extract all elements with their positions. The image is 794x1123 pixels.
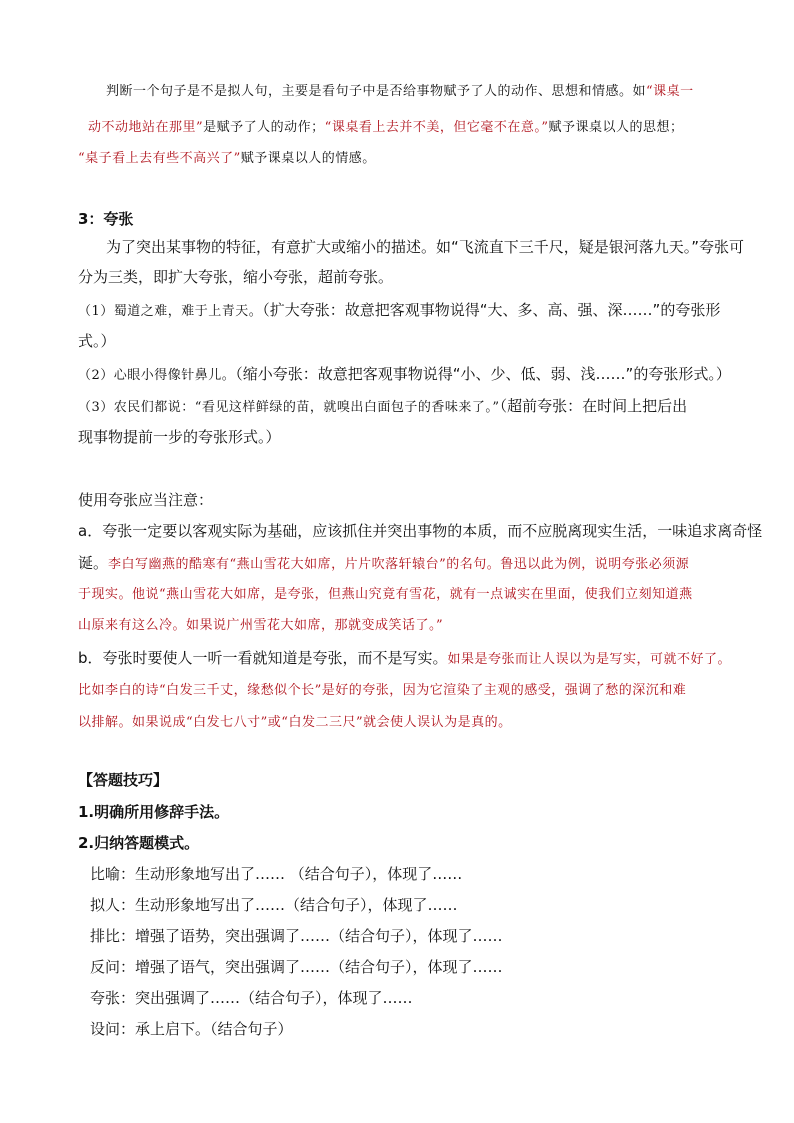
intro-quote-action: 动不动地站在那里” [88,120,204,135]
kuazhang-example-3-cont: 现事物提前一步的夸张形式。） [78,428,281,446]
kuazhang-example-3 [78,396,687,418]
example-1-note: （扩大夸张：故意把客观事物说得“大、多、高、强、深……”的夸张形 [262,301,721,319]
kuazhang-definition-line-2: 分为三类，即扩大夸张，缩小夸张，超前夸张。 [78,268,394,286]
example-2-note: （缩小夸张：故意把客观事物说得“小、少、低、弱、浅……”的夸张形式。） [235,365,731,383]
attention-a-line-3: 于现实。他说“燕山雪花大如席，是夸张，但燕山究竟有雪花，就有一点诚实在里面，使我们立刻知道燕 [78,587,693,602]
pattern-metaphor: 比喻：生动形象地写出了…… （结合句子），体现了…… [90,865,463,883]
attention-a-line-4: 山原来有这么冷。如果说广州雪花大如席，那就变成笑话了。” [78,618,444,633]
example-2-sentence: （2）心眼小得像针鼻儿。 [78,368,236,383]
attention-a-line-2 [78,553,689,575]
attention-b-line-3: 以排解。如果说成“白发七八寸”或“白发二三尺”就会使人误认为是真的。 [78,715,512,730]
example-3-sentence: （3）农民们都说：“看见这样鲜绿的苗，就嗅出白面包子的香味来了。” [78,400,500,415]
pattern-hyperbole: 夸张：突出强调了……（结合句子），体现了…… [90,989,413,1007]
intro-text-action: 是赋予了人的动作； [203,120,325,135]
intro-line-2 [88,118,683,138]
tips-item-1: 1.明确所用修辞手法。 [78,803,230,821]
intro-line-1-quote: “课桌一 [646,84,694,99]
attention-heading: 使用夸张应当注意： [78,491,214,509]
pattern-parallelism: 排比：增强了语势，突出强调了……（结合句子），体现了…… [90,927,503,945]
attention-b-line-1 [78,648,731,670]
intro-line-1 [106,82,694,102]
example-1-sentence: （1）蜀道之难，难于上青天。 [78,304,263,319]
intro-quote-emotion: “桌子看上去有些不高兴了” [78,151,241,166]
example-3-note: （超前夸张：在时间上把后出 [499,397,688,415]
attention-b-line-1-quote: 如果是夸张而让人误以为是写实，可就不好了。 [447,652,732,667]
intro-text-emotion: 赋予课桌以人的情感。 [240,151,376,166]
attention-a-line-1: a．夸张一定要以客观实际为基础，应该抓住并突出事物的本质，而不应脱离现实生活，一味追求离奇怪 [78,522,763,540]
tips-heading: 【答题技巧】 [78,771,169,789]
attention-b-line-1-text: b．夸张时要使人一听一看就知道是夸张，而不是写实。 [78,649,448,667]
kuazhang-example-1 [78,300,720,322]
kuazhang-definition-line-1: 为了突出某事物的特征，有意扩大或缩小的描述。如“飞流直下三千尺，疑是银河落九天。”夸张可 [106,238,745,256]
intro-text-thought: 赋予课桌以人的思想； [548,120,684,135]
kuazhang-example-2 [78,364,731,386]
intro-line-3 [78,149,376,169]
intro-line-1-text: 判断一个句子是不是拟人句，主要是看句子中是否给事物赋予了人的动作、思想和情感。如 [106,84,647,99]
kuazhang-example-1-cont: 式。） [78,332,116,350]
tips-item-2: 2.归纳答题模式。 [78,834,200,852]
attention-a-line-2-text: 诞。 [78,554,109,572]
intro-quote-thought: “课桌看上去并不美，但它毫不在意。” [324,120,549,135]
pattern-rhetorical-question: 反问：增强了语气，突出强调了……（结合句子），体现了…… [90,958,503,976]
pattern-personification: 拟人：生动形象地写出了……（结合句子），体现了…… [90,896,458,914]
pattern-question-answer: 设问：承上启下。（结合句子） [90,1020,293,1038]
section-heading-kuazhang: 3：夸张 [78,210,134,228]
attention-b-line-2: 比如李白的诗“白发三千丈，缘愁似个长”是好的夸张，因为它渲染了主观的感受，强调了愁的深沉和难 [78,683,687,698]
attention-a-line-2-quote: 李白写幽燕的酷寒有“燕山雪花大如席，片片吹落轩辕台”的名句。鲁迅以此为例，说明夸张必须源 [108,557,690,572]
